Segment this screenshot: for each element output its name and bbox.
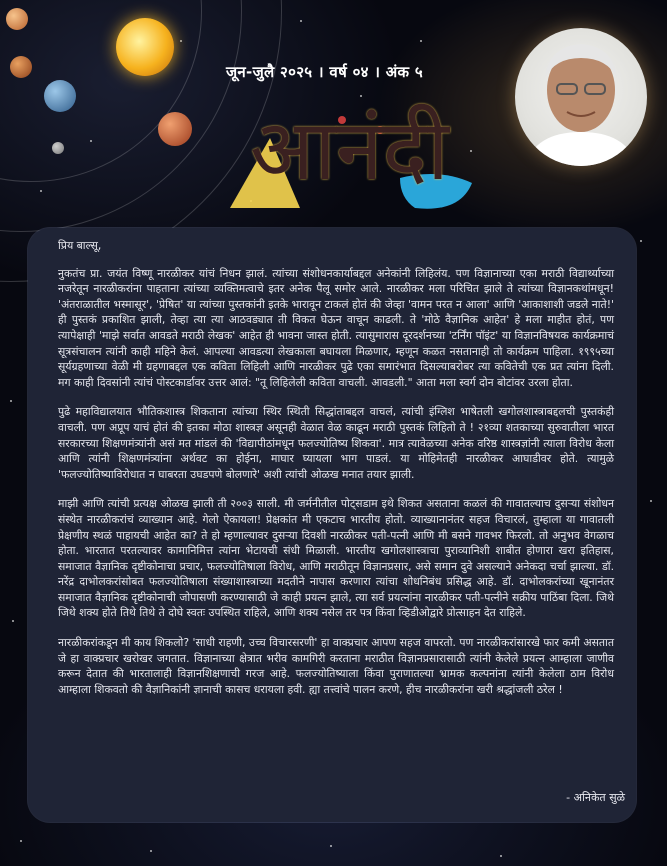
planet-icon (6, 8, 28, 30)
planet-icon (52, 142, 64, 154)
paragraph: नुकतंच प्रा. जयंत विष्णू नारळीकर यांचं निधन झालं. त्यांच्या संशोधनकार्याबद्दल अनेकांनी लिहिलंय. पण विज्ञानाच्या एका मराठी विद्यार्थ्याच्या नजरेतून नारळीकरांना पाहताना त्यांच्या व्यक्तिमत्वाचे इतर अनेक पैलू समोर आले. नारळीकर मला परिचित झाले ते त्यांच्या विज्ञानकथांमधून! 'अंतराळातील भस्मासूर', 'प्रेषित' या त्यांच्या पुस्तकांनी इतके भारावून टाकलं होतं की जेव्हा 'वामन परत न आला' आणि 'आकाशाशी जडले नाते!' ही पुस्तकं प्रकाशित झाली, तेव्हा त्या त्या आठवड्यात ती विकत घेऊन वाचून काढली. ते 'मोठे वैज्ञानिक आहेत' हे मला माहीत होतं, पण त्यापेक्षाही 'माझे सर्वात आवडते मराठी लेखक' आहेत ही भावना जास्त होती. त्यासुमारास दूरदर्शनच्या 'टर्निंग पॉइंट' या विज्ञानविषयक कार्यक्रमाचं सूत्रसंचालन त्यांनी काही महिने केलं. आपल्या आवडत्या लेखकाला बघायला मिळणार, म्हणून कळत नसतानाही तो कार्यक्रम पाहिला. १९९५च्या सूर्यग्रहणाच्या वेळी मी ग्रहणाबद्दल एक कविता लिहिली आणि नारळीकर पुढे एका समारंभात दिसल्याबरोबर त्या कवितेची एक प्रत त्यांना दिली. मग काही दिवसांनी त्यांचं पोस्टकार्डावर उत्तर आलं: "तू लिहिलेली कविता वाचली. आवडली." आता मला स्वर्ग दोन बोटांवर उरला होता. (58, 266, 614, 389)
planet-icon (10, 56, 32, 78)
logo-text: आनंदी (250, 101, 449, 199)
salutation: प्रिय बाल्सू, (58, 239, 102, 252)
magazine-logo (210, 101, 480, 218)
issue-line: जून-जुलै २०२५ । वर्ष ०४ । अंक ५ (226, 63, 423, 81)
planet-icon (44, 80, 76, 112)
paragraph: माझी आणि त्यांची प्रत्यक्ष ओळख झाली ती २००३ साली. मी जर्मनीतील पोट्सडाम इथे शिकत असताना कळलं की गावातल्याच दुसऱ्या संशोधन संस्थेत नारळीकरांचं व्याख्यान आहे. गेलो ऐकायला! प्रेक्षकांत मी एकटाच भारतीय होतो. व्याख्यानानंतर सहज विचारलं, तुम्हाला या गावातली प्रेक्षणीय स्थळं पाहायची आहेत का? ते हो म्हणाल्यावर दुसऱ्या दिवशी नारळीकर पती-पत्नी आणि मी बसने गावभर फिरलो. तो अनुभव वेगळाच होता. भारतात परतल्यावर कामानिमित्त त्यांना भेटायची संधी मिळाली. भारतीय खगोलशास्त्राचा पुराव्यानिशी शाबीत होणारा खरा इतिहास, समाजात वैज्ञानिक दृष्टीकोनाचा प्रचार, फलज्योतिषाला विरोध, आणि मराठीतून विज्ञानप्रसार, असे समान दुवे असल्याने अनेकदा चर्चा झाल्या. डॉ. नरेंद्र दाभोलकरांसोबत फलज्योतिषाला संख्याशास्त्राच्या मदतीने नापास करणारा त्यांचा शोधनिबंध प्रसिद्ध आहे. डॉ. दाभोलकरांच्या खूनानंतर समाजात वैज्ञानिक दृष्टीकोनाची जोपासणी करण्यासाठी जे काही प्रयत्न झाले, त्या सर्व प्रयत्नांना नारळीकर पती-पत्नीने सक्रीय पाठिंबा दिला. जिथे जिथे शक्य होते तिथे तिथे ते दोघे स्वतः उपस्थित राहिले, आणि शक्य नसेल तर पत्र किंवा व्हिडीओद्वारे प्रोत्साहन देत राहिले. (58, 497, 614, 620)
letter-body (58, 238, 614, 711)
paragraph: नारळीकरांकडून मी काय शिकलो? 'साधी राहणी, उच्च विचारसरणी' हा वाक्प्रचार आपण सहज वापरतो. पण नारळीकरांसारखे फार कमी असतात जे हा वाक्प्रचार खरोखर जगतात. विज्ञानाच्या क्षेत्रात भरीव कामगिरी करताना मराठीत विज्ञानप्रसारासाठी त्यांनी केलेले प्रयत्न आम्हाला जाणीव करून देतात की भारतालाही विज्ञानशिक्षणाची गरज आहे. फलज्योतिष्याला किंवा पुराणातल्या भ्रामक कल्पनांना त्यांनी केलेला ठाम विरोध आम्हाला शिकवतो की वैज्ञानिकांनी ज्ञानाची कासच धरायला हवी. ह्या तत्त्वांचे पालन करणे, हीच नारळीकरांना खरी श्रद्धांजली ठरेल ! (58, 636, 614, 696)
planet-icon (158, 112, 192, 146)
person-icon (515, 28, 647, 166)
portrait-photo (515, 28, 647, 166)
paragraph: पुढे महाविद्यालयात भौतिकशास्त्र शिकताना त्यांच्या स्थिर स्थिती सिद्धांताबद्दल वाचलं, त्यांची इंग्लिश भाषेतली खगोलशास्त्राबद्दलची पुस्तकंही वाचली. पण अप्रूप याचं होतं की इतका मोठा शास्त्रज्ञ असूनही वेळात वेळ काढून मराठी पुस्तकं लिहितो ते ! २१व्या शतकाच्या सुरुवातीला भारत सरकारच्या शिक्षणमंत्र्यांनी असं मत मांडलं की 'विद्यापीठांमधून फलज्योतिष्य शिकवा'. मात्र त्यावेळच्या अनेक वरिष्ठ शास्त्रज्ञांनी त्याला विरोध केला आणि त्यांनी शिक्षणमंत्र्यांना अर्थवट का होईना, माघार घ्यायला भाग पाडलं. या मोहिमेतही नारळीकर आघाडीवर होते. त्यामुळे 'फलज्योतिष्याविरोधात न घाबरता उघडपणे बोलणारे' अशी त्यांची ओळख मनात तयार झाली. (58, 405, 614, 481)
sun-icon (116, 18, 174, 76)
signature: - अनिकेत सुळे (566, 791, 625, 804)
